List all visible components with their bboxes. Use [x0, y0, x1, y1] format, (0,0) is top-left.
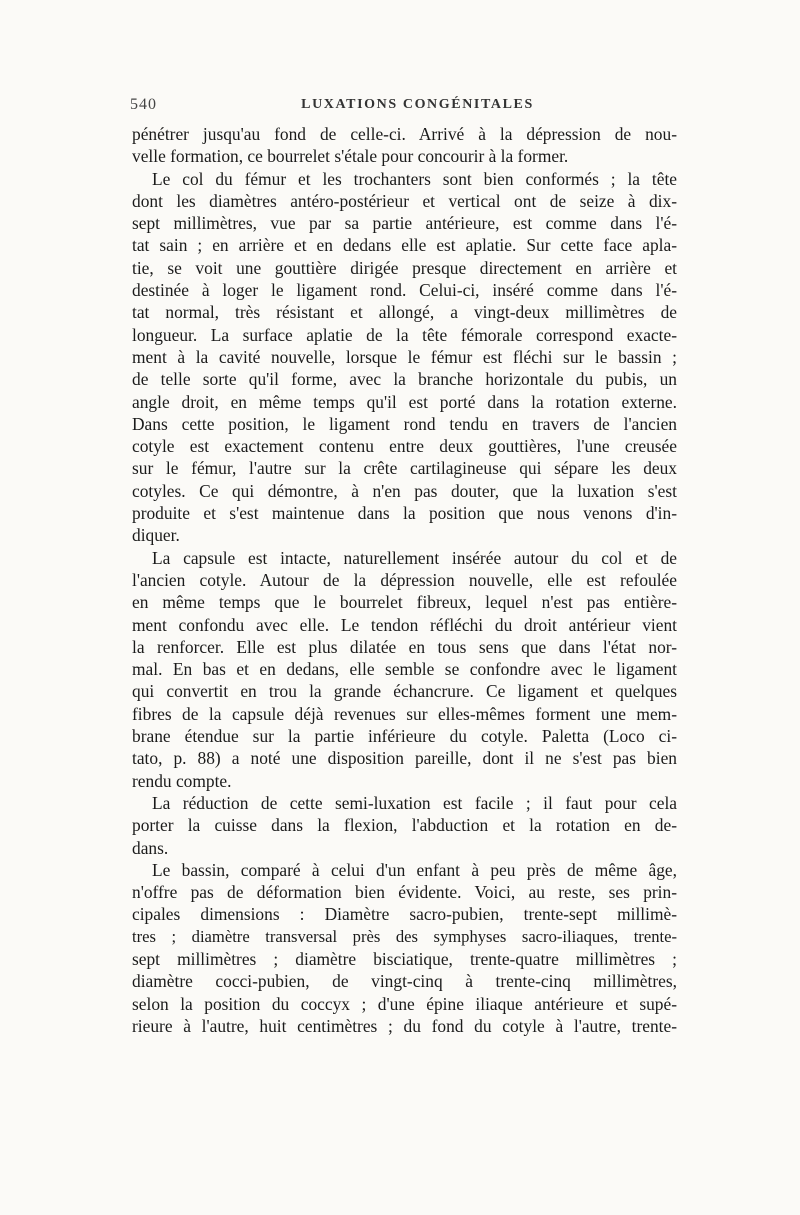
text-line: tres ; diamètre transversal près des symphyses sacro-iliaques, trente- — [132, 926, 677, 946]
page-number: 540 — [130, 96, 157, 113]
text-line: cotyles. Ce qui démontre, à n'en pas douter, que la luxation s'est — [132, 480, 677, 501]
text-line: produite et s'est maintenue dans la position que nous venons d'in- — [132, 503, 677, 524]
text-line: selon la position du coccyx ; d'une épine iliaque antérieure et supé- — [132, 993, 677, 1014]
text-line: longueur. La surface aplatie de la tête fémorale correspond exacte- — [132, 324, 677, 345]
text-line: de telle sorte qu'il forme, avec la branche horizontale du pubis, un — [132, 369, 677, 390]
text-line: brane étendue sur la partie inférieure du cotyle. Paletta (Loco ci- — [132, 726, 677, 747]
text-line: rieure à l'autre, huit centimètres ; du fond du cotyle à l'autre, trente- — [132, 1015, 677, 1036]
text-line: la renforcer. Elle est plus dilatée en tous sens que dans l'état nor- — [132, 636, 677, 657]
text-line: Dans cette position, le ligament rond tendu en travers de l'ancien — [132, 413, 677, 434]
text-line: angle droit, en même temps qu'il est porté dans la rotation externe. — [132, 391, 677, 412]
text-line: tie, se voit une gouttière dirigée presque directement en arrière et — [132, 257, 677, 278]
text-line: pénétrer jusqu'au fond de celle-ci. Arrivé à la dépression de nou- — [132, 124, 677, 144]
text-line: l'ancien cotyle. Autour de la dépression nouvelle, elle est refoulée — [132, 569, 677, 590]
text-line: La réduction de cette semi-luxation est facile ; il faut pour cela — [152, 792, 677, 813]
text-line: sept millimètres ; diamètre bisciatique, trente-quatre millimètres ; — [132, 948, 677, 969]
text-line: ment à la cavité nouvelle, lorsque le fémur est fléchi sur le bassin ; — [132, 346, 677, 367]
text-line: sur le fémur, l'autre sur la crête cartilagineuse qui sépare les deux — [132, 458, 677, 479]
text-line: porter la cuisse dans la flexion, l'abduction et la rotation en de- — [132, 815, 677, 836]
text-line: dont les diamètres antéro-postérieur et vertical ont de seize à dix- — [132, 190, 677, 211]
running-title: LUXATIONS CONGÉNITALES — [301, 97, 534, 112]
text-line: Le bassin, comparé à celui d'un enfant à peu près de même âge, — [152, 859, 677, 880]
text-line: La capsule est intacte, naturellement insérée autour du col et de — [152, 547, 677, 568]
text-line: tat sain ; en arrière et en dedans elle est aplatie. Sur cette face apla- — [132, 235, 677, 256]
text-line: diamètre cocci-pubien, de vingt-cinq à trente-cinq millimètres, — [132, 971, 677, 992]
page-header — [130, 96, 675, 118]
text-line: destinée à loger le ligament rond. Celui-ci, inséré comme dans l'é- — [132, 280, 677, 301]
text-line: cotyle est exactement contenu entre deux gouttières, l'une creusée — [132, 436, 677, 457]
text-line: velle formation, ce bourrelet s'étale pour concourir à la former. — [132, 146, 569, 167]
text-line: mal. En bas et en dedans, elle semble se confondre avec le ligament — [132, 659, 677, 680]
text-line: tat normal, très résistant et allongé, a vingt-deux millimètres de — [132, 302, 677, 323]
body-text — [132, 123, 677, 1037]
text-line: en même temps que le bourrelet fibreux, lequel n'est pas entière- — [132, 592, 677, 613]
text-line: tato, p. 88) a noté une disposition pareille, dont il ne s'est pas bien — [132, 748, 677, 769]
text-line: cipales dimensions : Diamètre sacro-pubien, trente-sept millimè- — [132, 904, 677, 925]
text-line: diquer. — [132, 525, 180, 546]
text-line: ment confondu avec elle. Le tendon réfléchi du droit antérieur vient — [132, 614, 677, 635]
text-line: fibres de la capsule déjà revenues sur elles-mêmes forment une mem- — [132, 703, 677, 724]
text-line: qui convertit en trou la grande échancrure. Ce ligament et quelques — [132, 681, 677, 702]
text-line: Le col du fémur et les trochanters sont bien conformés ; la tête — [152, 168, 677, 189]
text-line: rendu compte. — [132, 770, 232, 791]
text-line: sept millimètres, vue par sa partie antérieure, est comme dans l'é- — [132, 213, 677, 234]
text-line: dans. — [132, 837, 169, 858]
text-line: n'offre pas de déformation bien évidente. Voici, au reste, ses prin- — [132, 882, 677, 903]
